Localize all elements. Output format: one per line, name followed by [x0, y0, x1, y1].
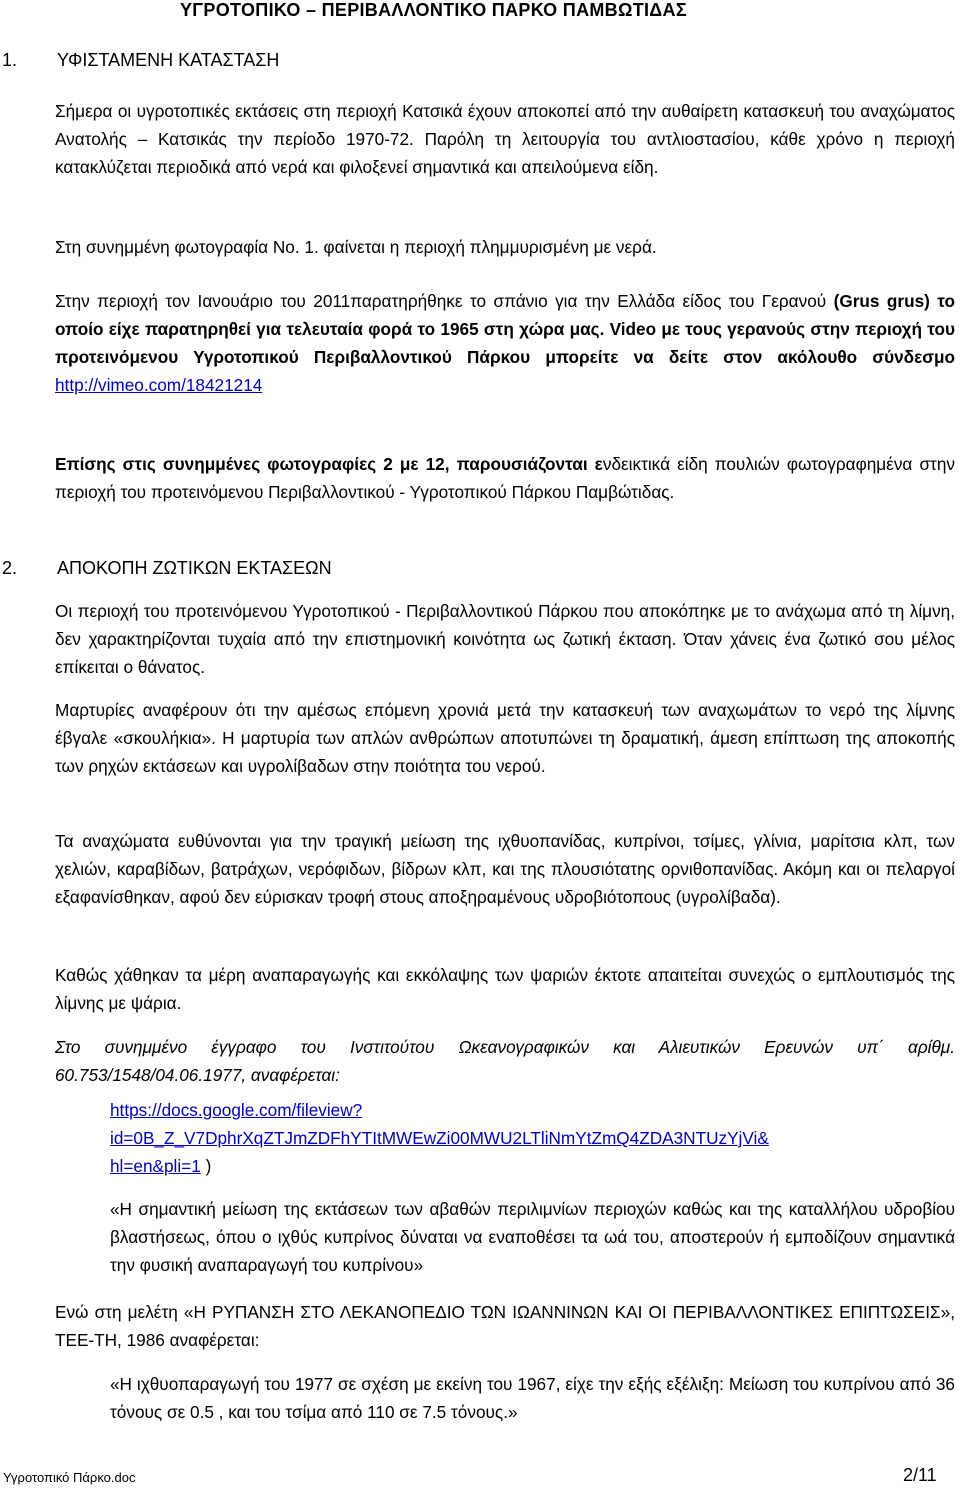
section-1-paragraph-4 [55, 450, 955, 506]
section-1-number: 1. [2, 50, 18, 70]
section-2-paragraph-2: Μαρτυρίες αναφέρουν ότι την αμέσως επόμενη χρονιά μετά την κατασκευή των αναχωμάτων το νερό της λίμνης έβγαλε «σκουλήκια». Η μαρτυρία των απλών ανθρώπων αποτυπώνει τη δραματική, άμεση επίπτωση της αποκοπής των ρηχών εκτάσεων και υγρολίβαδων στην ποιότητα του νερού. [55, 700, 955, 776]
institute-reference: Στο συνημμένο έγγραφο του Ινστιτούτου Ωκεανογραφικών και Αλιευτικών Ερευνών υπ΄ αρίθμ. 60.753/1548/04.06.1977, αναφέρεται: [55, 1037, 955, 1085]
google-docs-link-block [110, 1096, 955, 1180]
section-1-title: ΥΦΙΣΤΑΜΕΝΗ ΚΑΤΑΣΤΑΣΗ [57, 50, 280, 70]
section-1-paragraph-2: Στη συνημμένη φωτογραφία Νο. 1. φαίνεται η περιοχή πλημμυρισμένη με νερά. [55, 237, 657, 257]
page-header-title: ΥΓΡΟΤΟΠΙΚΟ – ΠΕΡΙΒΑΛΛΟΝΤΙΚΟ ΠΑΡΚΟ ΠΑΜΒΩΤΙΔΑΣ [180, 0, 687, 20]
footer-filename: Υγροτοπικό Πάρκο.doc [3, 1470, 136, 1485]
crane-text: Στην περιοχή τον Ιανουάριο του 2011παρατηρήθηκε το σπάνιο για την Ελλάδα είδος του Γερανού [55, 291, 834, 311]
section-2-paragraph-3: Τα αναχώματα ευθύνονται για την τραγική μείωση της ιχθυοπανίδας, κυπρίνοι, τσίμες, γλίνια, μαρίτσια κλπ, των χελιών, καραβίδων, βατράχων, νερόφιδων, βίδρων κλπ, και της πλουσιότατης ορνιθοπανίδας. Ακόμη και οι πελαργοί εξαφανίσθηκαν, αφού δεν εύρισκαν τροφή στους αποξηραμένους υδροβιότοπους (υγρολίβαδα). [55, 831, 955, 907]
docs-link-part-1[interactable]: https://docs.google.com/fileview? [110, 1100, 363, 1120]
section-2-paragraph-1: Οι περιοχή του προτεινόμενου Υγροτοπικού - Περιβαλλοντικού Πάρκου που αποκόπηκε με το ανάχωμα από τη λίμνη, δεν χαρακτηρίζονται τυχαία από την επιστημονική κοινότητα ως ζωτική έκταση. Όταν χάνεις ένα ζωτικό σου μέλος επίκειται ο θάνατος. [55, 601, 955, 677]
section-2-paragraph-6: Ενώ στη μελέτη «Η ΡΥΠΑΝΣΗ ΣΤΟ ΛΕΚΑΝΟΠΕΔΙΟ ΤΩΝ ΙΩΑΝΝΙΝΩΝ ΚΑΙ ΟΙ ΠΕΡΙΒΑΛΛΟΝΤΙΚΕΣ ΕΠΙΠΤΩΣΕΙΣ», ΤΕΕ-ΤΗ, 1986 αναφέρεται: [55, 1302, 955, 1350]
docs-link-part-3[interactable]: hl=en&pli=1 [110, 1156, 201, 1176]
section-2-number: 2. [2, 558, 18, 578]
quote-tee: «Η ιχθυοπαραγωγή του 1977 σε σχέση με εκείνη του 1967, είχε την εξής εξέλιξη: Μείωση του κυπρίνου από 36 τόνους σε 0.5 , και του τσίμα από 110 σε 7.5 τόνους.» [110, 1374, 955, 1422]
link-close-paren: ) [200, 1156, 212, 1176]
section-2-title: ΑΠΟΚΟΠΗ ΖΩΤΙΚΩΝ ΕΚΤΑΣΕΩΝ [57, 558, 332, 578]
photos-text: νδεικτικά είδη πουλιών φωτογραφημένα στην περιοχή του προτεινόμενου Περιβαλλοντικού - Υγροτοπικού Πάρκου Παμβώτιδας. [55, 454, 955, 502]
section-2-heading [2, 558, 332, 579]
quote-institute: «Η σημαντική μείωση της εκτάσεων των αβαθών περιλιμνίων περιοχών καθώς και της καταλλήλου υδροβίου βλαστήσεως, όπου ο ιχθύς κυπρίνος δύναται να εναποθέσει τα ωά του, αποστερούν ή εμποδίζουν σημαντικά την φυσική αναπαραγωγή του κυπρίνου» [110, 1199, 955, 1275]
section-1-heading [2, 50, 279, 71]
section-2-paragraph-4: Καθώς χάθηκαν τα μέρη αναπαραγωγής και εκκόλαψης των ψαριών έκτοτε απαιτείται συνεχώς ο εμπλουτισμός της λίμνης με ψάρια. [55, 965, 955, 1013]
section-2-paragraph-5 [55, 1033, 955, 1089]
docs-link-part-2[interactable]: id=0B_Z_V7DphrXqZTJmZDFhYTItMWEwZi00MWU2LTliNmYtZmQ4ZDA3NTUzYjVi& [110, 1128, 769, 1148]
section-1-paragraph-1: Σήμερα οι υγροτοπικές εκτάσεις στη περιοχή Κατσικά έχουν αποκοπεί από την αυθαίρετη κατασκευή του αναχώματος Ανατολής – Κατσικάς την περίοδο 1970-72. Παρόλη τη λειτουργία του αντλιοστασίου, κάθε χρόνο η περιοχή κατακλύζεται περιοδικά από νερά και φιλοξενεί σημαντικά και απειλούμενα είδη. [55, 101, 955, 177]
vimeo-link[interactable]: http://vimeo.com/18421214 [55, 375, 263, 395]
section-1-paragraph-3 [55, 287, 955, 399]
footer-page-number: 2/11 [903, 1465, 937, 1485]
crane-text-bold: (Grus grus) το οποίο είχε παρατηρηθεί για τελευταία φορά το 1965 στη χώρα μας. Video με τους γερανούς στην περιοχή του προτεινόμενου Υγροτοπικού Περιβαλλοντικού Πάρκου μπορείτε να δείτε στον ακόλουθο σύνδεσμο [55, 291, 955, 367]
photos-text-bold: Επίσης στις συνημμένες φωτογραφίες 2 με 12, παρουσιάζονται ε [55, 454, 603, 474]
